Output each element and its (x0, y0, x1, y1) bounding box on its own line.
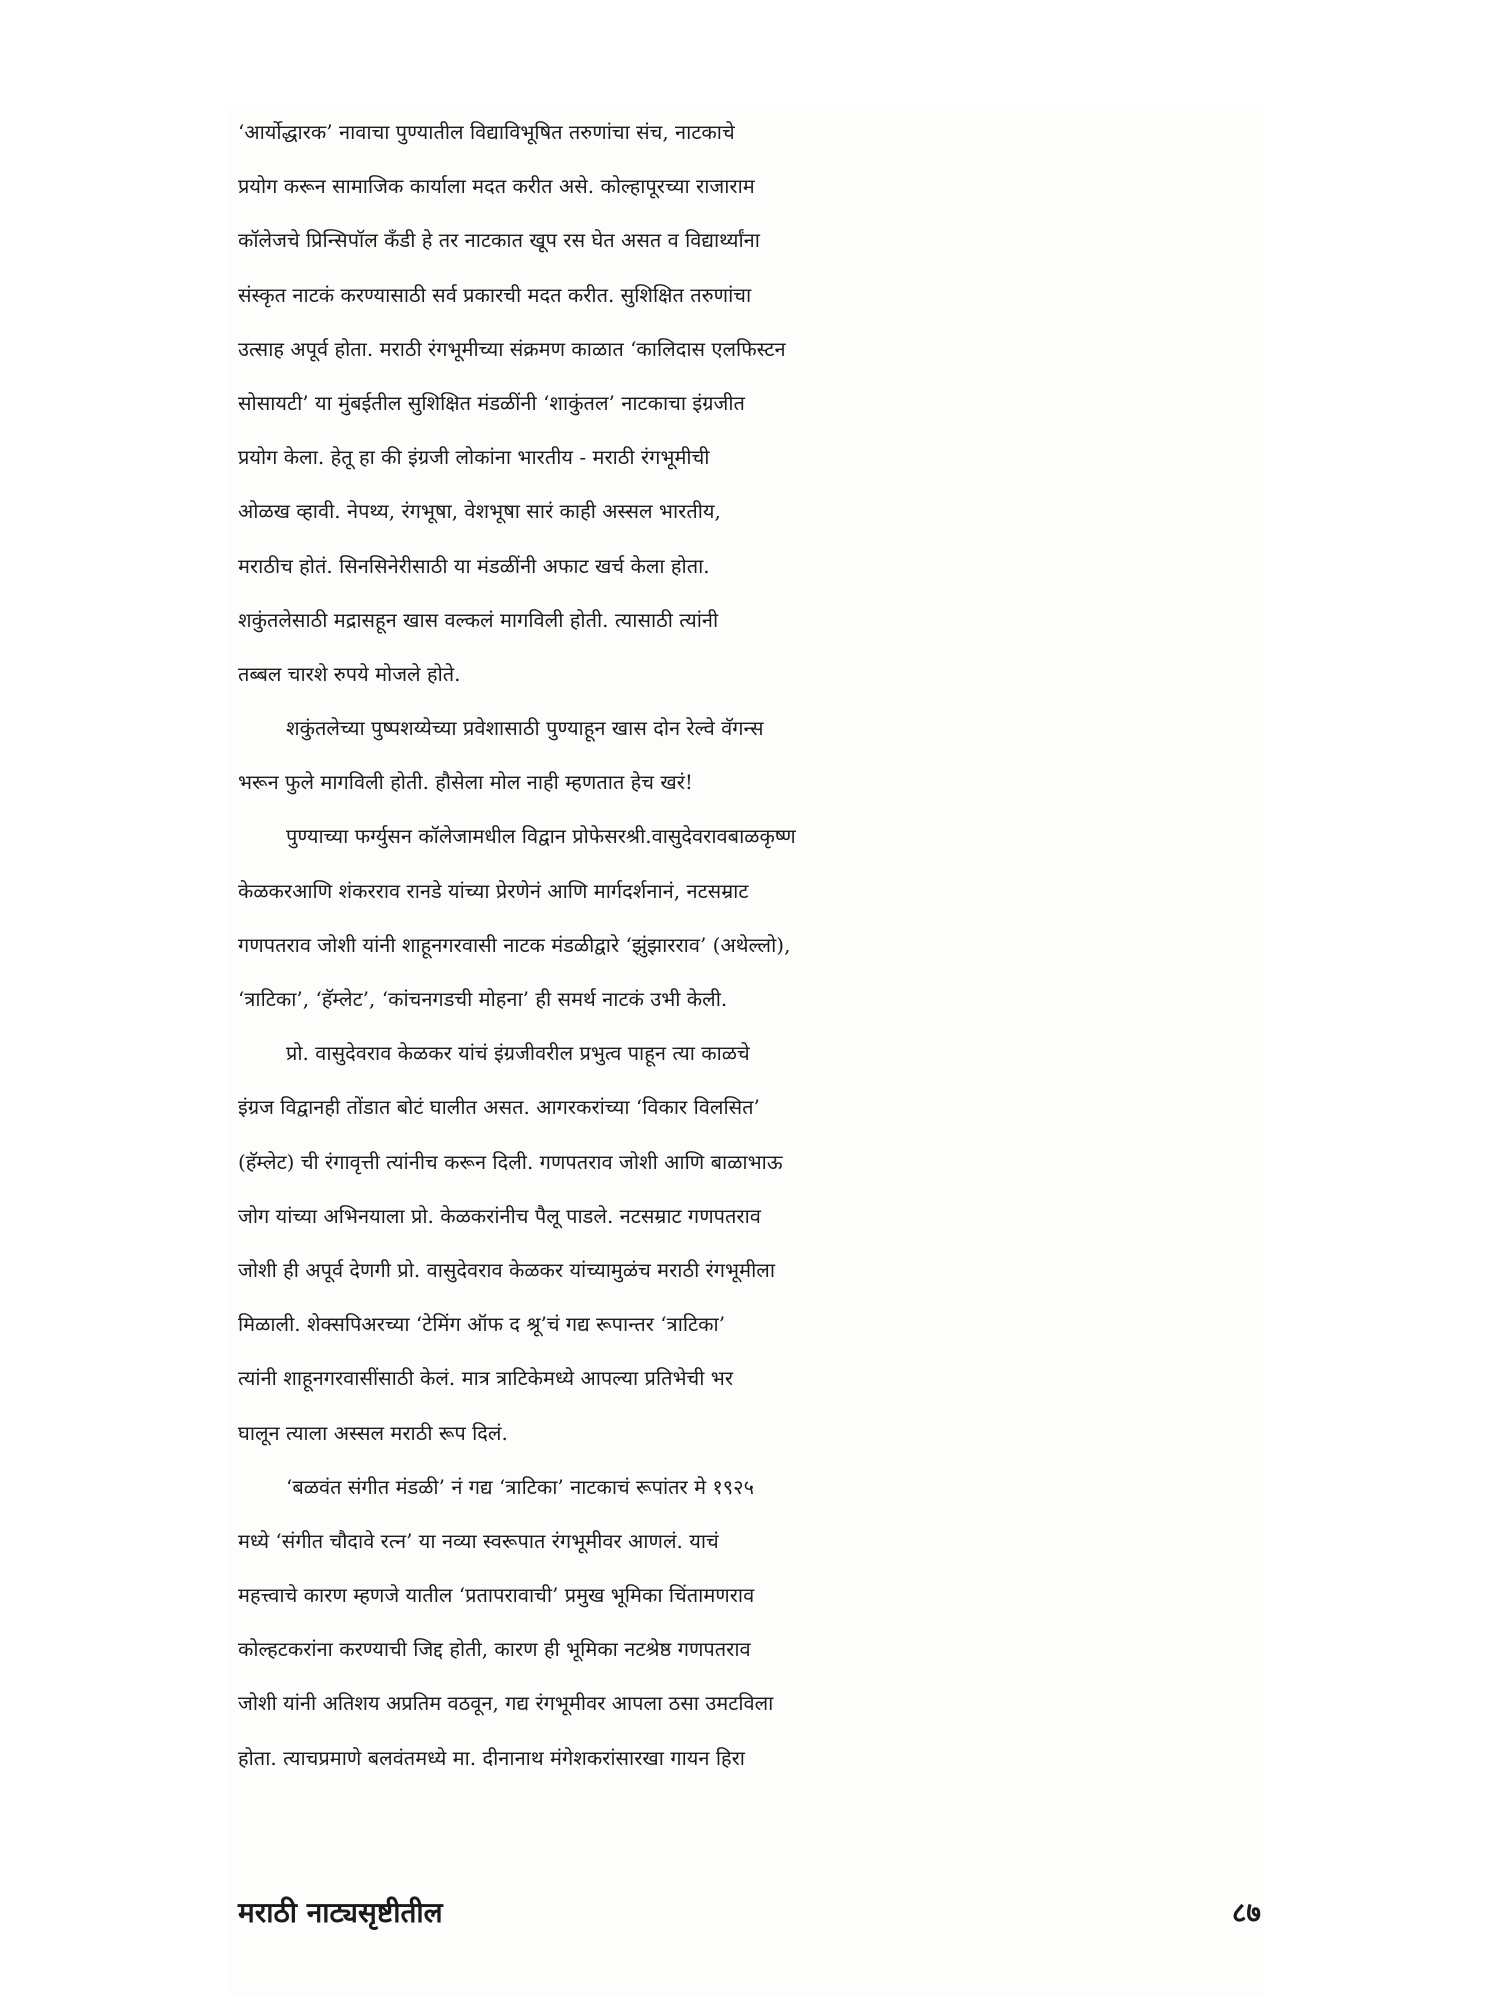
page-body (238, 105, 1258, 1785)
text-line: उत्साह अपूर्व होता. मराठी रंगभूमीच्या संक्रमण काळात ‘कालिदास एलफिस्टन (238, 336, 786, 361)
paragraph-3 (238, 809, 1258, 1026)
text-line: प्रयोग केला. हेतू हा की इंग्रजी लोकांना भारतीय - मराठी रंगभूमीची (238, 445, 710, 470)
text-line: केळकरआणि शंकरराव रानडे यांच्या प्रेरणेनं आणि मार्गदर्शनानं, नटसम्राट (238, 878, 749, 903)
text-line: प्रो. वासुदेवराव केळकर यांचं इंग्रजीवरील प्रभुत्व पाहून त्या काळचे (286, 1041, 750, 1066)
paragraph-1 (238, 105, 1258, 701)
text-line: भरून फुले मागविली होती. हौसेला मोल नाही म्हणतात हेच खरं! (238, 770, 693, 795)
text-line: घालून त्याला अस्सल मराठी रूप दिलं. (238, 1420, 508, 1445)
text-line: मध्ये ‘संगीत चौदावे रत्न’ या नव्या स्वरूपात रंगभूमीवर आणलं. याचं (238, 1528, 719, 1553)
text-line: जोशी यांनी अतिशय अप्रतिम वठवून, गद्य रंगभूमीवर आपला ठसा उमटविला (238, 1691, 774, 1716)
text-line: गणपतराव जोशी यांनी शाहूनगरवासी नाटक मंडळीद्वारे ‘झुंझारराव’ (अथेल्लो), (238, 932, 791, 957)
text-line: जोग यांच्या अभिनयाला प्रो. केळकरांनीच पैलू पाडले. नटसम्राट गणपतराव (238, 1203, 761, 1228)
text-line: मराठीच होतं. सिनसिनेरीसाठी या मंडळींनी अफाट खर्च केला होता. (238, 553, 710, 578)
text-line: कोल्हटकरांना करण्याची जिद्द होती, कारण ही भूमिका नटश्रेष्ठ गणपतराव (238, 1637, 751, 1662)
text-line: ‘त्राटिका’, ‘हॅम्लेट’, ‘कांचनगडची मोहना’ ही समर्थ नाटकं उभी केली. (238, 987, 728, 1011)
paragraph-2 (238, 701, 1258, 809)
text-line: मिळाली. शेक्सपिअरच्या ‘टेमिंग ऑफ द श्रू’चं गद्य रूपान्तर ‘त्राटिका’ (238, 1312, 726, 1337)
page-number: ८७ (1231, 1896, 1261, 1929)
text-line: जोशी ही अपूर्व देणगी प्रो. वासुदेवराव केळकर यांच्यामुळंच मराठी रंगभूमीला (238, 1257, 775, 1282)
running-footer-title: मराठी नाट्यसृष्टीतील (238, 1896, 443, 1929)
text-line: शकुंतलेसाठी मद्रासहून खास वल्कलं मागविली होती. त्यासाठी त्यांनी (238, 607, 719, 632)
text-line: महत्त्वाचे कारण म्हणजे यातील ‘प्रतापरावाची’ प्रमुख भूमिका चिंतामणराव (238, 1583, 755, 1608)
text-line: संस्कृत नाटकं करण्यासाठी सर्व प्रकारची मदत करीत. सुशिक्षित तरुणांचा (238, 282, 752, 307)
text-line: ‘बळवंत संगीत मंडळी’ नं गद्य ‘त्राटिका’ नाटकाचं रूपांतर मे १९२५ (286, 1474, 754, 1499)
paragraph-4 (238, 1026, 1258, 1460)
text-line: शकुंतलेच्या पुष्पशय्येच्या प्रवेशासाठी पुण्याहून खास दोन रेल्वे वॅगन्स (286, 716, 764, 741)
text-line: ओळख व्हावी. नेपथ्य, रंगभूषा, वेशभूषा सारं काही अस्सल भारतीय, (238, 499, 721, 524)
text-line: त्यांनी शाहूनगरवासींसाठी केलं. मात्र त्राटिकेमध्ये आपल्या प्रतिभेची भर (238, 1366, 734, 1391)
text-line: सोसायटी’ या मुंबईतील सुशिक्षित मंडळींनी ‘शाकुंतल’ नाटकाचा इंग्रजीत (238, 390, 745, 415)
book-page (230, 105, 1265, 1995)
paragraph-5 (238, 1460, 1258, 1785)
text-line: होता. त्याचप्रमाणे बलवंतमध्ये मा. दीनानाथ मंगेशकरांसारखा गायन हिरा (238, 1745, 745, 1770)
text-line: प्रयोग करून सामाजिक कार्याला मदत करीत असे. कोल्हापूरच्या राजाराम (238, 174, 755, 199)
text-line: ‘आर्योद्धारक’ नावाचा पुण्यातील विद्याविभूषित तरुणांचा संच, नाटकाचे (238, 120, 735, 144)
text-line: तब्बल चारशे रुपये मोजले होते. (238, 661, 461, 686)
text-line: (हॅम्लेट) ची रंगावृत्ती त्यांनीच करून दिली. गणपतराव जोशी आणि बाळाभाऊ (238, 1149, 783, 1174)
page-footer (238, 1893, 1261, 1933)
text-line: इंग्रज विद्वानही तोंडात बोटं घालीत असत. आगरकरांच्या ‘विकार विलसित’ (238, 1095, 760, 1120)
text-line: पुण्याच्या फर्ग्युसन कॉलेजामधील विद्वान प्रोफेसरश्री.वासुदेवरावबाळकृष्ण (286, 824, 796, 849)
text-line: कॉलेजचे प्रिन्सिपॉल कॅंडी हे तर नाटकात खूप रस घेत असत व विद्यार्थ्यांना (238, 228, 760, 253)
